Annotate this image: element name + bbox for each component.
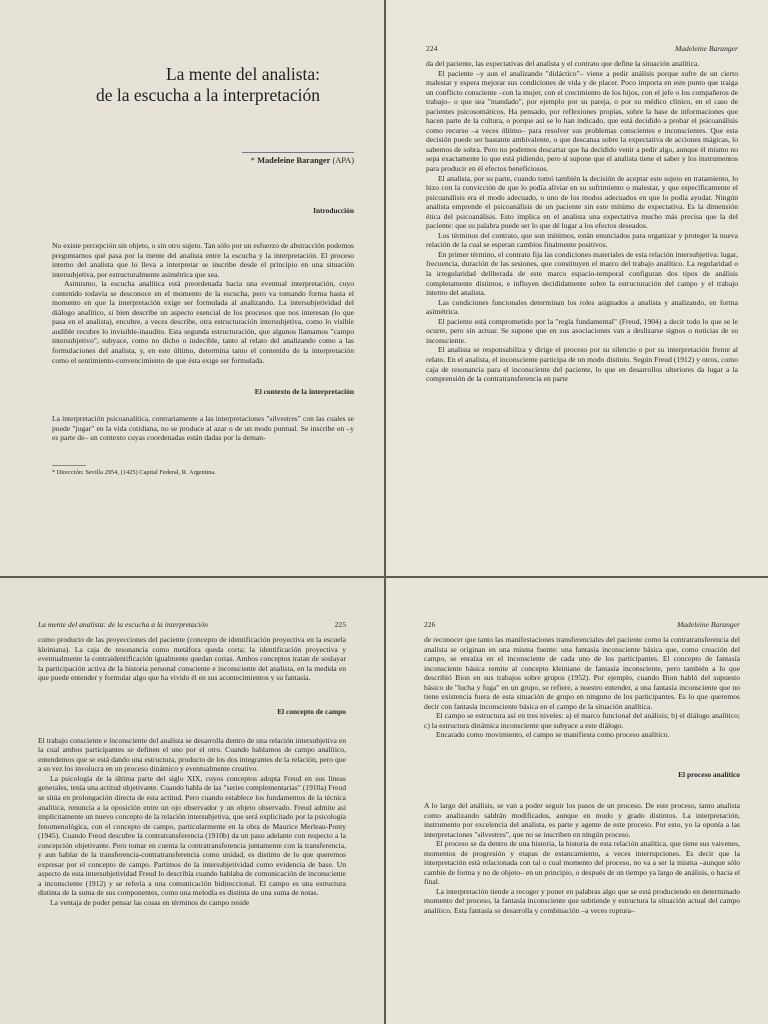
page-1	[0, 0, 384, 576]
page-body	[30, 635, 346, 908]
running-header	[38, 620, 346, 629]
running-head-text: Madeleine Baranger	[676, 620, 740, 629]
paragraph: El proceso se da dentro de una historia, la historia de esta relación analítica, que tiene sus vaivenes, momentos de progresión y etapas de estancamiento, a veces interrupciones. Es decir que la interpretación está relacionada con tal o cual momento del proceso, no va a ser la misma –aunque sólo cambie de forma y no de objeto– en un principio, o después de un tiempo ya largo de análisis, o hacia el final.	[424, 839, 740, 887]
paragraph: de reconocer que tanto las manifestaciones transferenciales del paciente como la contratransferencia del analista se originan en una misma fuente: una fantasía inconsciente básica que, como creación del campo, se enraíza en el inconsciente de cada uno de los participantes. El concepto de fantasía inconsciente básica remite al concepto kleiniano de fantasía inconsciente, pero también a lo que describió Bion en sus trabajos sobre grupos (1952). Por ejemplo, cuando Bion habló del supuesto básico de "lucha y fuga" en un grupo, se refiere, a nuestro entender, a una fantasía inconsciente que no tiene existencia fuera de esta situación de grupo en ninguno de los participantes. Es lo que queremos decir con fantasía inconsciente básica en el campo de la situación analítica.	[424, 635, 740, 711]
paragraph: El paciente está comprometido por la "regla fundamental" (Freud, 1904) a decir todo lo que se le ocurre, pero sin actuar. Se supone que en sus asociaciones van a deslizarse signos o noticias de su inconsciente.	[426, 316, 738, 345]
paragraph: No existe percepción sin objeto, o sin otro sujeto. Tan sólo por un esfuerzo de abstracción podemos preguntarnos qué pasa por la mente del analista entre la escucha y la interpretación. El proceso interno del analista que lo lleva a interpretar se inscribe desde el principio en una situación intersubjetiva, por estructuralmente asimétrica que sea.	[52, 241, 354, 279]
footnote-divider	[52, 465, 86, 466]
title-line-1: La mente del analista:	[165, 64, 320, 84]
paragraph: La psicología de la última parte del siglo XIX, cuyos conceptos adopta Freud en sus líneas generales, tenía una actitud objetivante. Cuando habla de las "series complementarias" (1910a) Freud se sitúa en prolongación directa de esta actitud. Pero cuando establece los fundamentos de la técnica analítica, renuncia a la oposición entre un ojo observador y un objeto observado. Freud admite así implícitamente un nuevo concepto de la relación intersubjetiva, que será explicitado por la psicología fenomenológica, con el concepto de campo, particularmente en la obra de Maurice Merleau-Ponty (1945). Cuando Freud descubre la contratransferencia (1910b) da un paso adelante con respecto a la concepción objetivante. Pero tomar en cuenta la contratransferencia juntamente con la transferencia, y aun hablar de la transferencia-contratransferencia como unidad, es distinto de lo que queremos expresar por el concepto de campo. Partimos de la intersubjetividad como evidencia de base. Un aspecto de esta intersubjetividad Freud lo describía cuando hablaba de comunicación de inconsciente a inconsciente (1912) y se refería a una comunicación bidireccional. El campo es una estructura distinta de la suma de sus componentes, como una melodía es distinta de una suma de notas.	[38, 773, 346, 898]
page-number: 224	[426, 44, 438, 53]
running-header	[426, 44, 738, 53]
section-heading-process: El proceso analítico	[678, 770, 740, 780]
page-number: 226	[424, 620, 436, 629]
paragraph: En primer término, el contrato fija las condiciones materiales de esta relación intersubjetiva: lugar, frecuencia, duración de las sesiones, que constituyen el marco del trabajo analítico. La regularidad o la irregularidad deliberada de este marco espacio-temporal configuran dos tipos de análisis completamente distintos, e influyen decididamente sobre la estructuración del campo y el trabajo interno del analista.	[426, 249, 738, 298]
paragraph: como producto de las proyecciones del paciente (concepto de identificación proyectiva en la escuela kleiniana). La caja de resonancia como metáfora queda corta; la identificación proyectiva y eventualmente la contraidentificación igualmente quedan cortas. Ambos conceptos tratan de soslayar la participación activa de la historia personal consciente e inconsciente del analista, en la medida en que puede entender y formular algo que ha vivido él en sus acontecimientos y su fantasía.	[38, 635, 346, 683]
section-heading-context: El contexto de la interpretación	[254, 387, 354, 397]
page-number: 225	[334, 620, 346, 629]
paragraph: Los términos del contrato, que son mínimos, están enunciados para organizar y proteger la nueva relación de la cual se esperan cambios finalmente positivos.	[426, 230, 738, 250]
footnote: * Dirección: Sevilla 2954, (1425) Capital Federal, R. Argentina.	[52, 468, 216, 476]
section-heading-field: El concepto de campo	[277, 706, 346, 716]
paragraph: La interpretación tiende a recoger y poner en palabras algo que se está produciendo en determinado momento del proceso, la fantasía inconsciente que subtiende y estructura la situación actual del campo analítico. Esta fantasía se desarrolla y combinación –a veces ruptura–	[424, 886, 740, 916]
paragraph: El paciente –y aun el analizando "didáctico"– viene a pedir análisis porque sufre de un cierto malestar y espera mejorar sus condiciones de vida y de placer. Poco importa en este punto que traiga un conflicto consciente –con la mujer, con el crecimiento de los hijos, con el jefe o los compañeros de trabajo– o que sea "mandado", por ejemplo por su pareja, o por su médico clínico, en el caso de pacientes psicosomáticos. Ha pensado, por reflexiones propias, sobre la base de informaciones que hacen parte de la cultura, o porque así se lo han indicado, que está decidido a probar el psicoanálisis como recurso –a veces último– para resolver sus problemas conscientes e inconscientes. Que esta decisión puede ser bastante ambivalente, o que descansa sobre la expectativa de acciones mágicas, lo sabemos de sobra. Pero no podemos descartar que ha decidido venir a pedir algo, aunque él mismo no sepa exactamente lo que está pidiendo, pero sí supone que el analista tiene el saber y los instrumentos para producir en él efectos beneficiosos.	[426, 68, 738, 174]
paragraph: El trabajo consciente e inconsciente del analista se desarrolla dentro de una relación intersubjetiva en la cual ambos participantes se definen el uno por el otro. Cuando hablamos de campo analítico, entendemos que se está dando una estructura, producto de los dos integrantes de la relación, pero que a su vez los involucra en un proceso dinámico y eventualmente creativo.	[38, 735, 346, 774]
running-head-text: Madeleine Baranger	[674, 44, 738, 53]
page-4	[386, 578, 768, 1024]
author-footnote-mark: *	[250, 156, 255, 165]
paragraph: La interpretación psicoanalítica, contrariamente a las interpretaciones "silvestres" con las cuales se puede "jugar" en la vida cotidiana, no se produce al azar o de un modo puntual. Se inscribe en –y es parte de– un contexto cuyas coordenadas están dadas por la deman-	[52, 414, 354, 443]
page-3	[0, 578, 384, 1024]
author-name: Madeleine Baranger	[257, 156, 331, 165]
running-head-text: La mente del analista: de la escucha a la interpretación	[38, 620, 208, 629]
section-heading-introduction: Introducción	[313, 206, 354, 215]
paragraph: El campo se estructura así en tres niveles: a) el marco funcional del análisis; b) el diálogo analítico; c) la estructura dinámica inconsciente que subyace a este diálogo.	[424, 711, 740, 730]
paragraph: Las condiciones funcionales determinan los roles asignados a analista y analizando, en forma asimétrica.	[426, 297, 738, 317]
author-affiliation: (APA)	[332, 156, 354, 165]
paragraph: El analista se responsabiliza y dirige el proceso por su silencio o por su interpretación frente al relato. En el analista, el inconsciente participa de un modo distinto. Según Freud (1912) y otros, como caja de resonancia para el inconsciente del paciente, lo que en desarrollos ulteriores da lugar a la comprensión de la contratransferencia en parte	[426, 345, 738, 384]
author-divider	[242, 152, 354, 153]
page-body	[416, 635, 740, 916]
page-2	[386, 0, 768, 576]
running-header	[424, 620, 740, 629]
article-title	[52, 64, 320, 106]
title-line-2: de la escucha a la interpretación	[96, 85, 320, 105]
paragraph: Asimismo, la escucha analítica está preordenada hacia una eventual interpretación, cuyo contenido todavía se desconoce en el momento de la escucha, pero va tomando forma hasta el momento en que la interpretación exige ser formulada al analizando. La intersubjetividad del diálogo analítico, si bien describe un aspecto esencial de los procesos que nos interesan (lo que pasa en el analista), encubre, a veces describe, otra estructuración intersubjetiva, como lo visible audible recubre lo invisible-inaudito. Esta segunda estructuración, que algunos llamamos "campo intersubjetivo", subyace, como no dicho o indecible, tanto al relato del analizando como a las formulaciones del analista, y, en este último, determina tanto el contenido de la interpretación como el sentimiento-convencimiento de que ésta exige ser formulada.	[52, 279, 354, 365]
paragraph: A lo largo del análisis, se van a poder seguir los pasos de un proceso. De este proceso, tanto analista como analizando saldrán modificados, aunque en modo y grado distintos. La interpretación, instrumento por excelencia del analista, es parte y agente de este proceso. Por esto, yo la oponía a las interpretaciones "silvestres", que no se inscriben en ningún proceso.	[424, 801, 740, 839]
page-body	[426, 59, 738, 384]
paragraph: da del paciente, las expectativas del analista y el contrato que define la situación analítica.	[426, 59, 700, 68]
paragraph: Encarado como movimiento, el campo se manifiesta como proceso analítico.	[436, 730, 670, 740]
paragraph: El analista, por su parte, cuando tomó también la decisión de aceptar este sujeto en tratamiento, lo hizo con la convicción de que lo podía aliviar en su sufrimiento o malestar, y que específicamente el psicoanálisis era el modo adecuado, o uno de los modos adecuados en que lo podía ayudar. Ningún analista emprende el psicoanálisis de un paciente sin este mínimo de expectativa. Es la dimensión ética del psicoanálisis. Esto implica en el analista una expectativa mucho más precisa que la del paciente: que su palabra puede ser lo que dé lugar a los efectos deseados.	[426, 173, 738, 231]
author-line	[52, 156, 354, 166]
paragraph: La ventaja de poder pensar las cosas en términos de campo reside	[50, 898, 250, 908]
